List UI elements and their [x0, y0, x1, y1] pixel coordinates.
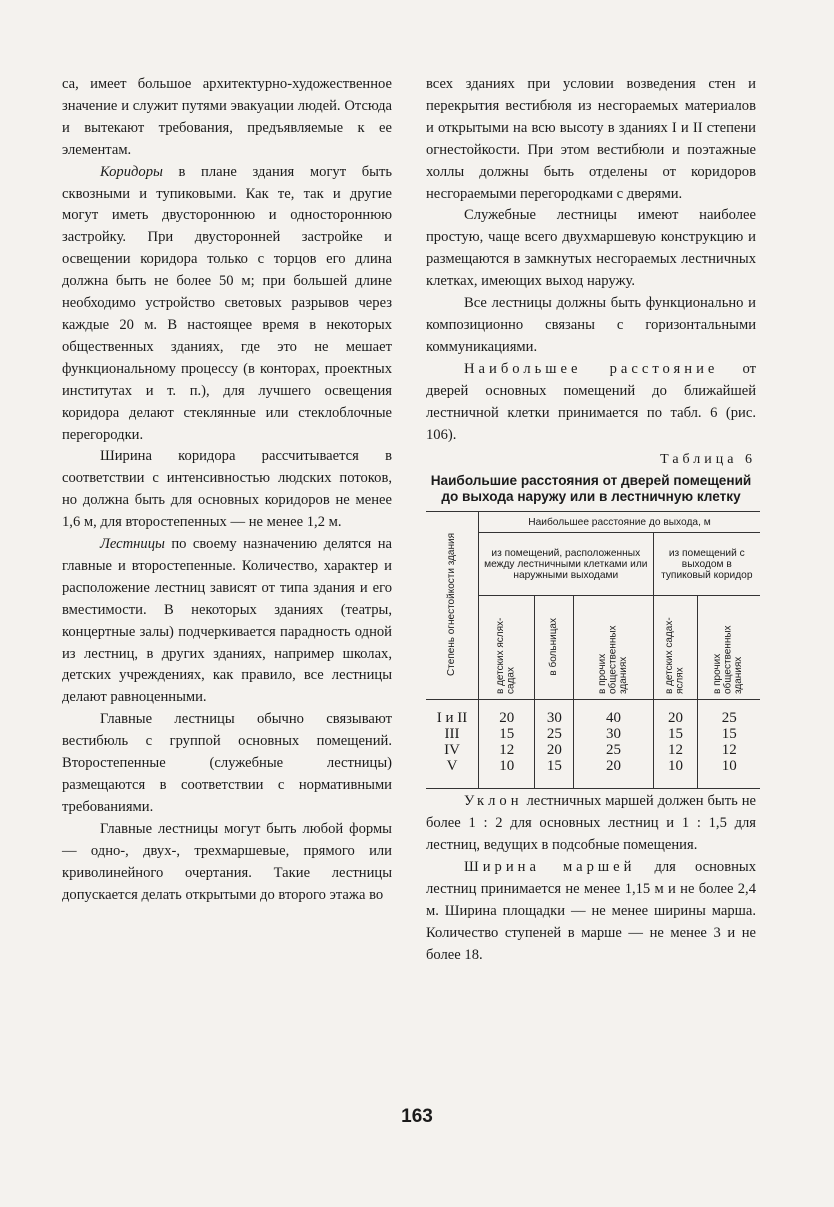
value-cell: 30 25 20 15 [535, 700, 574, 789]
table-row [426, 700, 760, 789]
subcol-header: в прочих общественных зданиях [698, 596, 760, 700]
distance-header: Наибольшее расстояние до выхода, м [479, 512, 761, 533]
right-column [426, 74, 756, 967]
value-cell: 25 15 12 10 [698, 700, 760, 789]
table-title: Наибольшие расстояния от дверей помещений до выхода наружу или в лестничную клетку [430, 473, 752, 505]
paragraph: Коридоры в плане здания могут быть сквозными и тупиковыми. Как те, так и другие могут иметь двустороннюю и одностороннюю застройку. При двусторонней застройке и освещении коридора только с торцов его длина должна быть не более 50 м; при большей длине необходимо устройство световых разрывов через каждые 20 м. В настоящее время в некоторых общественных зданиях, где это не мешает функциональному процессу (в конторах, проектных институтах и т. п.), для лучшего освещения коридора делают стеклянные или стеклоблочные перегородки. [62, 163, 392, 443]
value-cell: 20 15 12 10 [479, 700, 535, 789]
subcol-header: в больницах [535, 596, 574, 700]
degree-header: Степень огнестойкости здания [445, 532, 457, 676]
paragraph: Уклон лестничных маршей должен быть не более 1 : 2 для основных лестниц и 1 : 1,5 для лестниц, ведущих в подсобные помещения. [426, 793, 756, 854]
paragraph: Главные лестницы могут быть любой формы — одно-, двух-, трехмаршевые, прямого или криволинейного очертания. Такие лестницы допускается делать открытыми до второго этажа во [62, 820, 392, 903]
value-cell: 40 30 25 20 [574, 700, 653, 789]
paragraph: Наибольшее расстояние от дверей основных помещений до ближайшей лестничной клетки принимается по табл. 6 (рис. 106). [426, 360, 756, 443]
table-label: Таблица 6 [660, 452, 756, 468]
subcol-header: в детских садах-яслях [653, 596, 698, 700]
paragraph: Ширина коридора рассчитывается в соответствии с интенсивностью людских потоков, но должна быть для основных коридоров не менее 1,6 м, для второстепенных — не менее 1,2 м. [62, 448, 392, 531]
page-number: 163 [401, 1106, 433, 1127]
term-italic: Коридоры [100, 163, 163, 180]
group-header-deadend: из помещений с выходом в тупиковый коридор [653, 533, 760, 596]
group-header-between: из помещений, расположенных между лестничными клетками или наружными выходами [479, 533, 654, 596]
paragraph: Все лестницы должны быть функционально и композиционно связаны с горизонтальными коммуникациями. [426, 295, 756, 355]
spaced-term: Наибольшее расстояние [464, 360, 719, 377]
spaced-term: Ширина маршей [464, 859, 636, 876]
paragraph: Ширина маршей для основных лестниц принимается не менее 1,15 м и не более 2,4 м. Ширина площадки — не менее ширины марша. Количество ступеней в марше — не менее 3 и не более 18. [426, 859, 756, 963]
paragraph: Главные лестницы обычно связывают вестибюль с группой основных помещений. Второстепенные (служебные лестницы) размещаются в соответствии с нормативными требованиями. [62, 711, 392, 815]
paragraph: Служебные лестницы имеют наиболее простую, чаще всего двухмаршевую конструкцию и размещаются в замкнутых несгораемых лестничных клетках, имеющих выход наружу. [426, 207, 756, 290]
paragraph: Лестницы по своему назначению делятся на главные и второстепенные. Количество, характер и расположение лестниц зависят от типа здания и его вместимости. В некоторых зданиях (театры, концертные залы) подчеркивается парадность одной из лестниц, в других зданиях, например школах, детских учреждениях, как правило, все лестницы делают равноценными. [62, 536, 392, 706]
term-italic: Лестницы [100, 536, 165, 553]
paragraph: са, имеет большое архитектурно-художественное значение и служит путями эвакуации людей. Отсюда и вытекают требования, предъявляемые к ее элементам. [62, 76, 392, 158]
subcol-header: в прочих общественных зданиях [574, 596, 653, 700]
degree-header-cell [426, 512, 479, 700]
paragraph: всех зданиях при условии возведения стен и перекрытия вестибюля из несгораемых материалов и открытыми на всю высоту в зданиях I и II степени огнестойкости. При этом вестибюли и поэтажные холлы должны быть отделены от коридоров несгораемыми перегородками с дверями. [426, 76, 756, 202]
spaced-term: Уклон [464, 793, 523, 810]
left-column [62, 74, 392, 906]
degree-cell: I и II III IV V [426, 700, 479, 789]
subcol-header: в детских яслях-садах [479, 596, 535, 700]
value-cell: 20 15 12 10 [653, 700, 698, 789]
distance-table [426, 511, 760, 789]
